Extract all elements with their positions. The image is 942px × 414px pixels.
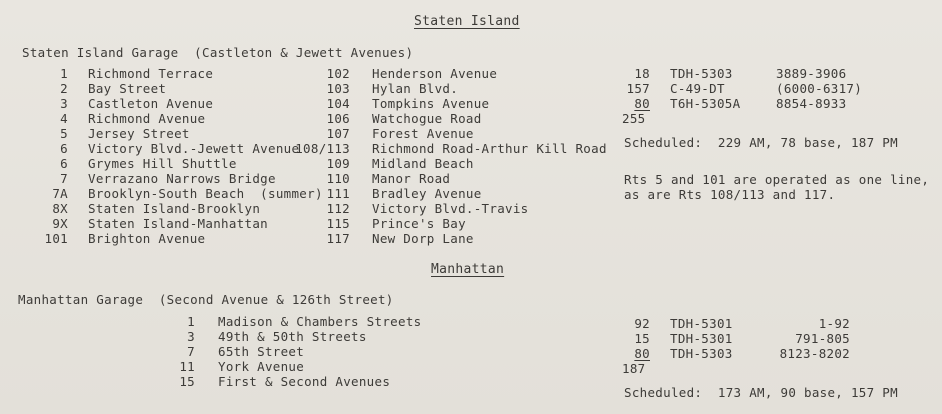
route-name: Bay Street <box>88 81 167 96</box>
route-number: 2 <box>60 81 68 96</box>
route-number: 109 <box>326 156 350 171</box>
fleet-range: 1-92 <box>818 316 850 331</box>
route-name: Victory Blvd.-Travis <box>372 201 529 216</box>
route-number: 7 <box>60 171 68 186</box>
route-number: 7A <box>52 186 68 201</box>
route-name: Brooklyn-South Beach (summer) <box>88 186 323 201</box>
route-number: 8X <box>52 201 68 216</box>
route-note-line: Rts 5 and 101 are operated as one line, <box>624 172 930 187</box>
route-number: 3 <box>60 96 68 111</box>
route-number: 104 <box>326 96 350 111</box>
fleet-total: 255 <box>622 111 646 126</box>
route-note-line: as are Rts 108/113 and 117. <box>624 187 836 202</box>
fleet-row <box>0 346 942 361</box>
route-row <box>0 359 942 374</box>
section-heading-manhattan: Manhattan <box>431 262 505 277</box>
route-name: Richmond Terrace <box>88 66 214 81</box>
fleet-model: TDH-5301 <box>670 331 733 346</box>
route-number: 1 <box>187 314 195 329</box>
fleet-row <box>0 331 942 346</box>
route-number: 108/113 <box>295 141 350 156</box>
route-number: 3 <box>187 329 195 344</box>
fleet-row <box>0 81 942 96</box>
scheduled-summary: Scheduled: 229 AM, 78 base, 187 PM <box>624 135 898 150</box>
route-row <box>0 156 942 171</box>
fleet-count: 18 <box>634 66 650 81</box>
route-name: Prince's Bay <box>372 216 466 231</box>
route-name: Forest Avenue <box>372 126 474 141</box>
route-number: 115 <box>326 216 350 231</box>
route-number: 4 <box>60 111 68 126</box>
fleet-model: C-49-DT <box>670 81 725 96</box>
route-name: New Dorp Lane <box>372 231 474 246</box>
route-number: 103 <box>326 81 350 96</box>
route-name: Bradley Avenue <box>372 186 482 201</box>
route-number: 111 <box>326 186 350 201</box>
route-name: Jersey Street <box>88 126 190 141</box>
route-number: 117 <box>326 231 350 246</box>
fleet-range: 8123-8202 <box>779 346 850 361</box>
route-number: 11 <box>179 359 195 374</box>
route-number: 6 <box>60 141 68 156</box>
fleet-range: 8854-8933 <box>776 96 847 111</box>
route-number: 112 <box>326 201 350 216</box>
route-name: Richmond Road-Arthur Kill Road <box>372 141 607 156</box>
fleet-count: 80 <box>634 96 650 111</box>
route-number: 102 <box>326 66 350 81</box>
fleet-range: (6000-6317) <box>776 81 863 96</box>
fleet-model: T6H-5305A <box>670 96 741 111</box>
route-name: Manor Road <box>372 171 451 186</box>
route-row <box>0 111 942 126</box>
route-row <box>0 216 942 231</box>
route-name: Madison & Chambers Streets <box>218 314 422 329</box>
route-number: 9X <box>52 216 68 231</box>
route-row <box>0 231 942 246</box>
fleet-count: 157 <box>626 81 650 96</box>
fleet-range: 791-805 <box>795 331 850 346</box>
route-name: York Avenue <box>218 359 305 374</box>
route-name: Richmond Avenue <box>88 111 206 126</box>
fleet-range: 3889-3906 <box>776 66 847 81</box>
route-number: 107 <box>326 126 350 141</box>
route-number: 106 <box>326 111 350 126</box>
fleet-row <box>0 316 942 331</box>
route-name: First & Second Avenues <box>218 374 391 389</box>
fleet-model: TDH-5303 <box>670 346 733 361</box>
garage-title-staten-island: Staten Island Garage (Castleton & Jewett Avenues) <box>22 45 414 60</box>
route-name: Tompkins Avenue <box>372 96 490 111</box>
route-number: 1 <box>60 66 68 81</box>
route-name: Hylan Blvd. <box>372 81 459 96</box>
route-number: 7 <box>187 344 195 359</box>
fleet-model: TDH-5303 <box>670 66 733 81</box>
section-heading-staten-island: Staten Island <box>414 14 520 29</box>
garage-title-manhattan: Manhattan Garage (Second Avenue & 126th Street) <box>18 292 394 307</box>
fleet-row <box>0 66 942 81</box>
route-number: 15 <box>179 374 195 389</box>
route-name: Midland Beach <box>372 156 474 171</box>
route-name: Staten Island-Manhattan <box>88 216 268 231</box>
route-row <box>0 201 942 216</box>
fleet-model: TDH-5301 <box>670 316 733 331</box>
fleet-count: 92 <box>634 316 650 331</box>
route-name: Victory Blvd.-Jewett Avenue <box>88 141 300 156</box>
route-name: 49th & 50th Streets <box>218 329 367 344</box>
route-name: Henderson Avenue <box>372 66 498 81</box>
route-name: 65th Street <box>218 344 305 359</box>
route-number: 110 <box>326 171 350 186</box>
fleet-count: 80 <box>634 346 650 361</box>
scheduled-summary: Scheduled: 173 AM, 90 base, 157 PM <box>624 385 898 400</box>
route-name: Staten Island-Brooklyn <box>88 201 261 216</box>
route-number: 5 <box>60 126 68 141</box>
route-name: Brighton Avenue <box>88 231 206 246</box>
route-name: Grymes Hill Shuttle <box>88 156 237 171</box>
route-name: Verrazano Narrows Bridge <box>88 171 276 186</box>
route-number: 6 <box>60 156 68 171</box>
fleet-total: 187 <box>622 361 646 376</box>
fleet-count: 15 <box>634 331 650 346</box>
route-name: Castleton Avenue <box>88 96 214 111</box>
route-number: 101 <box>44 231 68 246</box>
fleet-row <box>0 96 942 111</box>
route-name: Watchogue Road <box>372 111 482 126</box>
